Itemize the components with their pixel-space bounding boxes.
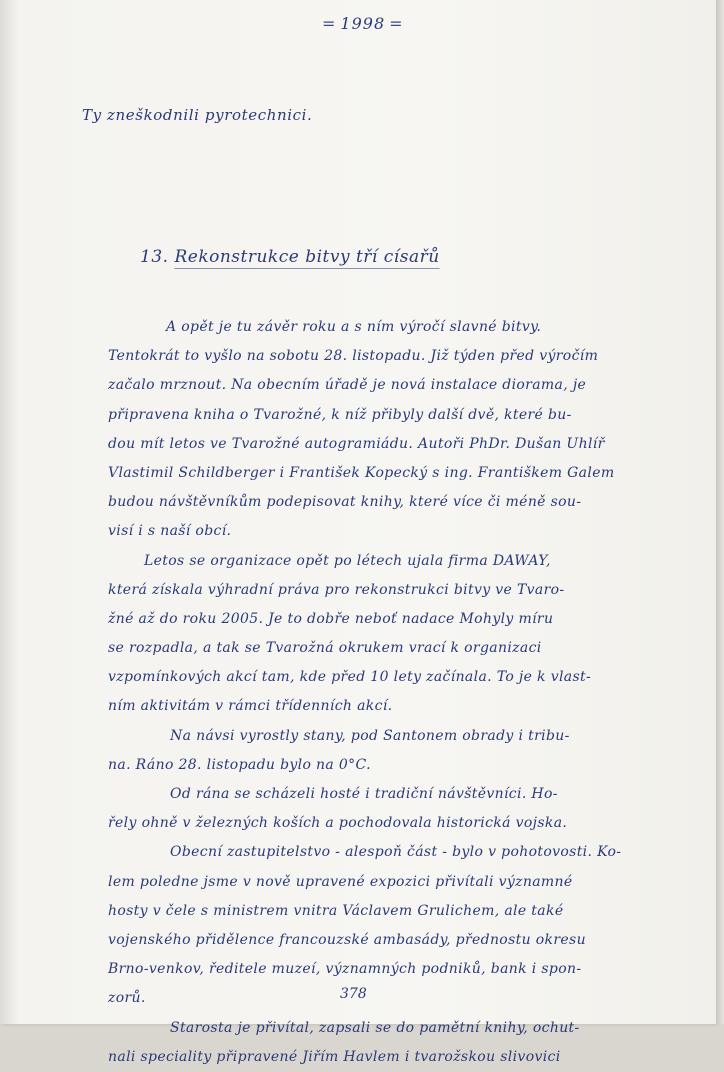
text-line: Letos se organizace opět po létech ujala firma DAWAY, bbox=[144, 552, 551, 569]
text-line: dou mít letos ve Tvarožné autogramiádu. Autoři PhDr. Dušan Uhlíř bbox=[108, 435, 605, 452]
text-line: Starosta je přivítal, zapsali se do pamětní knihy, ochut- bbox=[170, 1019, 580, 1036]
intro-line: Ty zneškodnili pyrotechnici. bbox=[82, 106, 313, 124]
text-line: Brno-venkov, ředitele muzeí, významných podniků, bank i spon- bbox=[108, 961, 582, 978]
text-line: ním aktivitám v rámci třídenních akcí. bbox=[108, 698, 393, 715]
text-line: se rozpadla, a tak se Tvarožná okrukem vrací k organizaci bbox=[108, 640, 542, 657]
section-heading bbox=[140, 247, 440, 267]
page-edge bbox=[716, 0, 724, 1024]
page-number: 378 bbox=[340, 986, 367, 1002]
text-line: hosty v čele s ministrem vnitra Václavem Grulichem, ale také bbox=[108, 902, 564, 919]
text-line: lem poledne jsme v nově upravené expozici přivítali významné bbox=[108, 873, 573, 890]
text-line: začalo mrznout. Na obecním úřadě je nová instalace diorama, je bbox=[108, 377, 587, 394]
text-line: řely ohně v železných koších a pochodovala historická vojska. bbox=[108, 815, 568, 832]
handwritten-body bbox=[108, 313, 693, 1072]
text-line: vzpomínkových akcí tam, kde před 10 lety začínala. To je k vlast- bbox=[108, 669, 592, 686]
text-line: žné až do roku 2005. Je to dobře neboť nadace Mohyly míru bbox=[108, 610, 554, 627]
text-line: připravena kniha o Tvarožné, k níž přibyly další dvě, které bu- bbox=[108, 406, 572, 423]
text-line: vojenského přidělence francouzské ambasády, přednostu okresu bbox=[108, 931, 586, 948]
text-line: nali speciality připravené Jiřím Havlem i tvarožskou slivovici bbox=[108, 1048, 561, 1065]
text-line: visí i s naší obcí. bbox=[108, 523, 232, 540]
text-line: Tentokrát to vyšlo na sobotu 28. listopadu. Již týden před výročím bbox=[108, 348, 599, 365]
text-line: Obecní zastupitelstvo - alespoň část - bylo v pohotovosti. Ko- bbox=[170, 844, 622, 861]
section-title: Rekonstrukce bitvy tří císařů bbox=[174, 247, 440, 267]
text-line: A opět je tu závěr roku a s ním výročí slavné bitvy. bbox=[166, 319, 542, 335]
text-line: Od rána se scházeli hosté i tradiční návštěvníci. Ho- bbox=[170, 786, 558, 802]
page-header-year: = 1998 = bbox=[318, 14, 408, 33]
text-line: budou návštěvníkům podepisovat knihy, které více či méně sou- bbox=[108, 494, 582, 511]
text-line: Na návsi vyrostly stany, pod Santonem obrady i tribu- bbox=[170, 727, 570, 744]
section-number: 13. bbox=[140, 247, 169, 267]
text-line: která získala výhradní práva pro rekonstrukci bitvy ve Tvaro- bbox=[108, 581, 565, 598]
text-line: zorů. bbox=[108, 990, 146, 1007]
text-line: Vlastimil Schildberger i František Kopecký s ing. Františkem Galem bbox=[108, 464, 615, 481]
text-line: na. Ráno 28. listopadu bylo na 0°C. bbox=[108, 756, 371, 773]
